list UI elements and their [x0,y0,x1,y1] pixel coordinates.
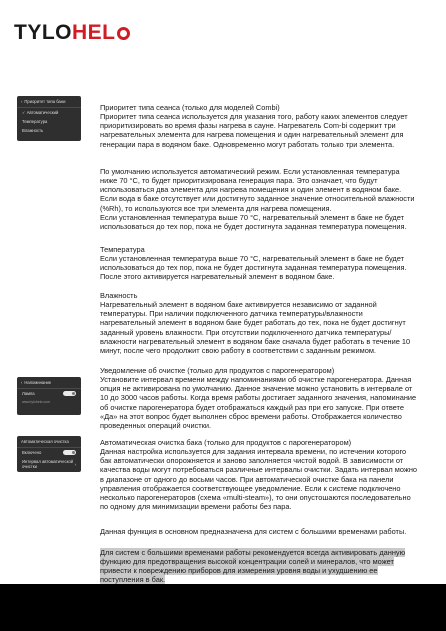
section-autoclean: Автоматическая очистка бака (только для продуктов с парогенератором) Данная настройка используется для задания интервала времени, по истечении которого бак автоматически опорожняется и заново заполняется чистой водой. В зависимости от качества воды могут потребоваться различные интервалы очистки. Задать интервал можно в диапазоне от одного до восьми часов. При автоматической очистке бака на панели управления отображается соответствующее уведомление. Если к системе подключено несколько парогенераторов (схема «multi-steam»), то они опустошаются последовательно по одному для минимизации времени работы без пара. [100,438,418,512]
enabled-toggle[interactable] [63,450,76,455]
option-temp[interactable]: Температура [22,119,48,124]
logo-ring-icon [117,27,130,40]
screen-reminder: ‹ Напоминание Лампа www.tylohelo.com [17,377,81,415]
option-humidity[interactable]: Влажность [22,128,44,133]
check-icon: ✓ [22,110,26,115]
section-temperature: Температура Если установленная температура выше 70 °C, нагревательный элемент в баке не будет использоваться до тех пор, пока не будет достигнута заданная температура помещения. После этого активируется нагревательный элемент в водяном баке. [100,245,407,282]
brand-logo: TYLOHEL [14,21,130,45]
lamp-row[interactable]: Лампа [17,389,81,398]
chevron-left-icon[interactable]: ‹ [21,99,23,104]
section-humidity: Влажность Нагревательный элемент в водяном баке активируется независимо от заданной температуры. При наличии подключенного датчика температуры/влажности нагревательный элемент в водяном баке будет работать до тех, пока не будет достигнут заданный уровень влажности. При отсутствии подключенного датчика температуры/влажности нагревательный элемент в водяном баке сначала будет работать в течение 10 минут, после чего продолжит свою работу в соответствии с заданным режимом. [100,291,411,355]
section-priority: Приоритет типа сеанса (только для моделей Combi) Приоритет типа сеанса используется для указания того, работу каких элементов следует приоритизировать во время фазы нагрева в сауне. Нагреватель Com-bi содержит три нагревательных элемента для нагрева помещения и один нагревательный элемент для генерации пара в водяном баке. Одновременно могут работать только три элемента. [100,103,408,149]
section-auto: По умолчанию используется автоматический режим. Если установленная температура ниже 70 °C, то будет приоритизирована генерация пара. Это означает, что будут использоваться два элемента для нагрева помещения и один элемент в водяном баке. Если вода в баке отсутствует или достигнуто заданное значение относительной влажности (%Rh), то используются все три элемента для нагрева помещения. Если установленная температура выше 70 °C, нагревательный элемент в баке не будет использоваться до тех пор, пока не будет достигнута заданная температура помещения. [100,167,415,231]
chevron-left-icon[interactable]: ‹ [21,380,23,385]
enabled-row[interactable]: Включено [17,448,81,457]
screen-priority: ‹ Приоритет типа бани ✓ Автоматический Температура Влажность [17,96,81,141]
option-auto[interactable]: ✓ Автоматический [22,110,59,115]
chevron-right-icon: › [74,461,76,467]
section-recommendation: Для систем с большими временами работы рекомендуется всегда активировать данную функцию для предотвращения высокой концентрации солей и минералов, что может привести к повреждению приборов для измерения уровня воды и ухудшению ее поступления в бак. [100,548,406,585]
screen-autoclean: Автоматическая очистка Включено Интервал автоматической очистки › [17,436,81,472]
bottom-bar [0,584,446,631]
section-note: Данная функция в основном предназначена для систем с большими временами работы. [100,527,407,536]
interval-row[interactable]: Интервал автоматической очистки › [22,459,76,469]
lamp-toggle[interactable] [63,391,76,396]
section-clean-reminder: Уведомление об очистке (только для продуктов с парогенератором) Установите интервал времени между напоминаниями об очистке парогенератора. Данная опция не активирована по умолчанию. Данное значение можно установить в интервале от 10 до 3000 часов работы. Когда время работы достигает заданного значения, напоминание об очистке парогенератора будет отображаться каждый раз при его запуске. При ответе «Да» на этот вопрос будет выполнен сброс времени работы. Отображается количество проведенных операций очистки. [100,366,417,430]
